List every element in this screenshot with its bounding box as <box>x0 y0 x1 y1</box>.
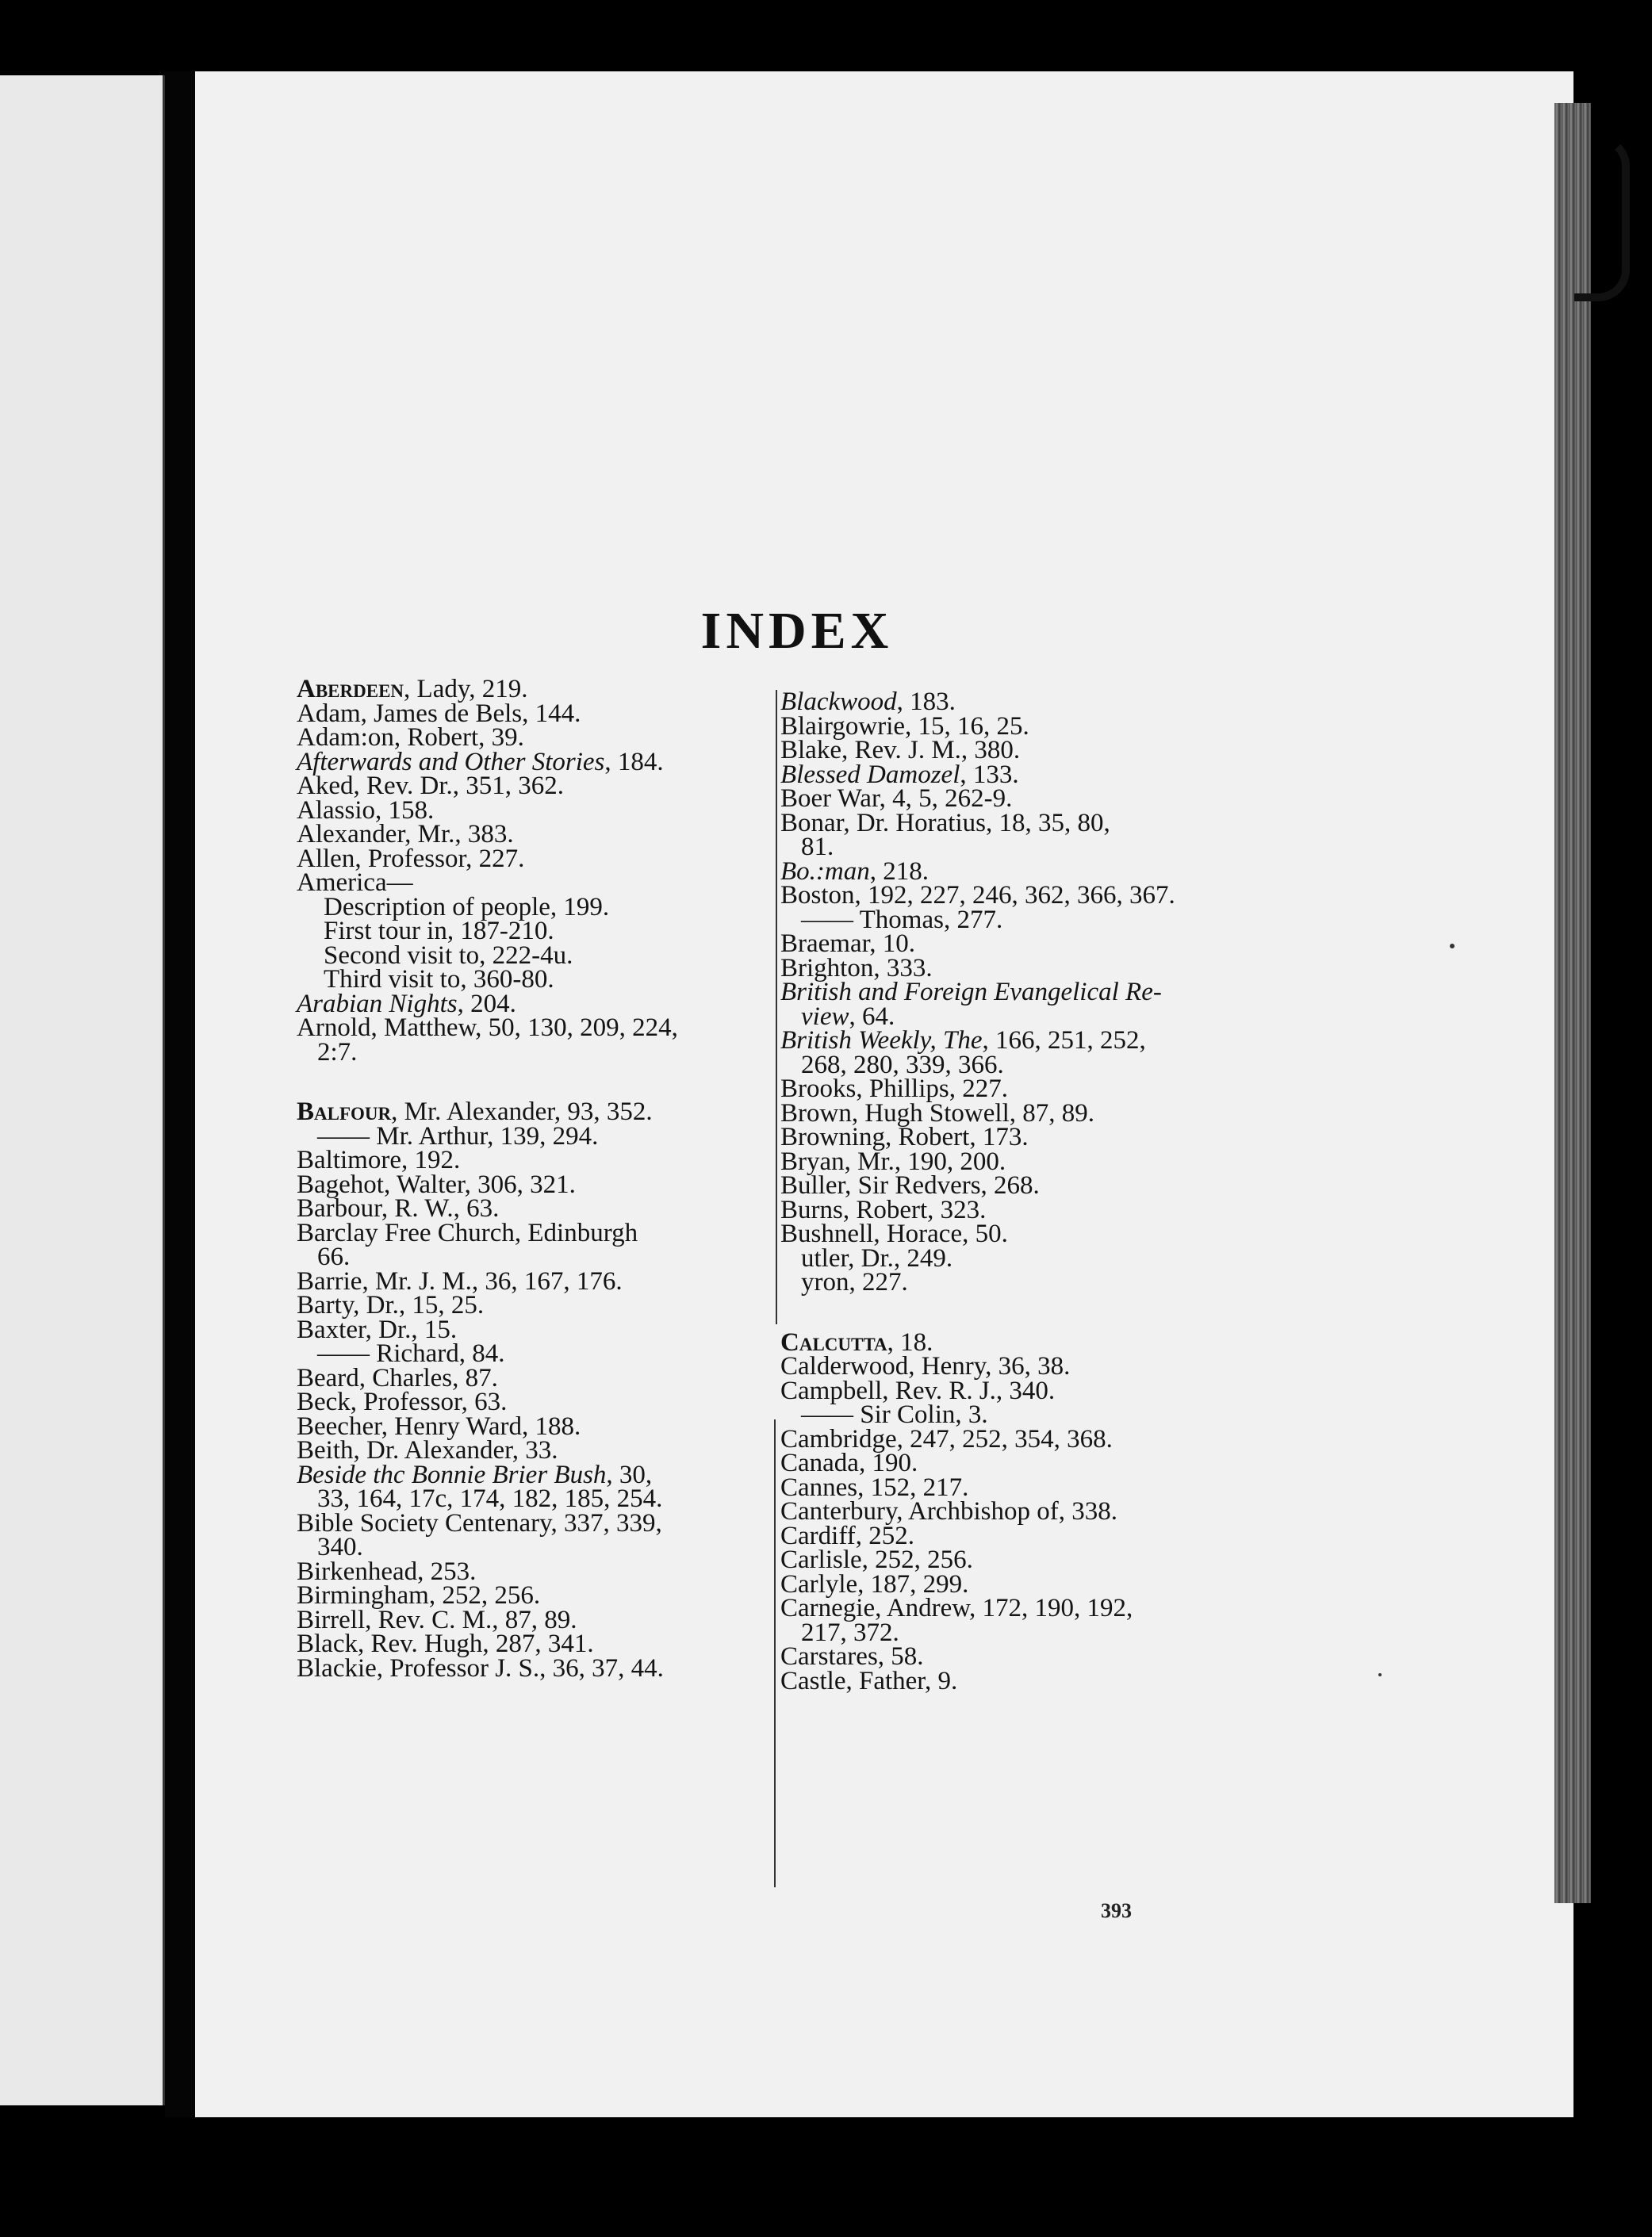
index-entry: Canterbury, Archbishop of, 338. <box>780 1497 1117 1526</box>
index-entry: Brighton, 333. <box>780 953 933 983</box>
index-entry: Boer War, 4, 5, 262-9. <box>780 784 1013 813</box>
index-entry: Carnegie, Andrew, 172, 190, 192, <box>780 1594 1133 1622</box>
entry-heading: British Weekly, The <box>780 1026 983 1055</box>
index-entry: Barbour, R. W., 63. <box>297 1194 500 1223</box>
index-entry <box>297 1460 772 1489</box>
index-entry: 33, 164, 17c, 174, 182, 185, 254. <box>317 1484 663 1513</box>
entry-pages: , Lady, 219. <box>404 675 528 703</box>
entry-pages: , 30, <box>606 1460 653 1489</box>
index-entry: Alexander, Mr., 383. <box>297 820 514 848</box>
entry-heading: Afterwards and Other Stories <box>297 747 605 776</box>
index-entry: Blackie, Professor J. S., 36, 37, 44. <box>297 1653 664 1683</box>
index-entry: Birkenhead, 253. <box>297 1557 477 1586</box>
index-entry: Barrie, Mr. J. M., 36, 167, 176. <box>297 1266 623 1296</box>
index-entry: Canada, 190. <box>780 1449 918 1477</box>
index-entry: 268, 280, 339, 366. <box>801 1050 1004 1079</box>
index-entry: Calderwood, Henry, 36, 38. <box>780 1352 1071 1381</box>
index-entry: Boston, 192, 227, 246, 362, 366, 367. <box>780 881 1175 910</box>
index-entry: Bible Society Centenary, 337, 339, <box>297 1508 662 1538</box>
index-entry: Burns, Robert, 323. <box>780 1195 987 1224</box>
entry-pages: , 166, 251, 252, <box>982 1026 1146 1055</box>
book-gutter <box>165 71 195 2117</box>
index-entry: Beith, Dr. Alexander, 33. <box>297 1436 558 1465</box>
section-gap <box>780 1295 1276 1331</box>
entry-heading: British and Foreign Evangelical Re- <box>780 978 1162 1006</box>
index-entry <box>780 1327 1276 1357</box>
index-entry: 340. <box>317 1533 363 1561</box>
entry-heading: Balfour <box>297 1097 392 1126</box>
index-column-right <box>780 690 1276 1693</box>
index-entry: Bagehot, Walter, 306, 321. <box>297 1170 576 1199</box>
entry-heading: Arabian Nights <box>297 989 458 1018</box>
index-entry <box>780 690 1276 714</box>
index-entry: Birrell, Rev. C. M., 87, 89. <box>297 1605 577 1634</box>
entry-pages: , 133. <box>960 760 1019 789</box>
index-entry: Cambridge, 247, 252, 354, 368. <box>780 1424 1113 1454</box>
index-entry <box>297 747 772 776</box>
index-entry: Barty, Dr., 15, 25. <box>297 1291 485 1320</box>
entry-pages: , 64. <box>849 1002 895 1031</box>
index-entry: 66. <box>317 1243 351 1271</box>
index-entry: Campbell, Rev. R. J., 340. <box>780 1376 1056 1405</box>
index-entry: 81. <box>801 833 834 861</box>
index-entry: 217, 372. <box>801 1618 899 1647</box>
index-entry: —— Richard, 84. <box>317 1339 505 1368</box>
index-entry: Second visit to, 222-4u. <box>324 940 573 970</box>
entry-pages: , 18. <box>887 1327 933 1357</box>
index-entry: Alassio, 158. <box>297 795 435 825</box>
index-entry: Blairgowrie, 15, 16, 25. <box>780 711 1029 741</box>
index-entry: Barclay Free Church, Edinburgh <box>297 1218 638 1247</box>
index-entry <box>780 760 1276 789</box>
index-entry: Black, Rev. Hugh, 287, 341. <box>297 1630 594 1658</box>
column-rule <box>776 690 777 1324</box>
entry-heading: Calcutta <box>780 1327 887 1357</box>
index-column-left <box>297 675 772 1683</box>
entry-heading: Aberdeen <box>297 675 404 703</box>
index-entry: Carlisle, 252, 256. <box>780 1546 973 1574</box>
index-entry: Cardiff, 252. <box>780 1521 914 1550</box>
index-entry <box>780 856 1276 886</box>
index-entry: Braemar, 10. <box>780 929 916 958</box>
index-entry: —— Sir Colin, 3. <box>801 1400 988 1429</box>
index-entry <box>780 1002 1276 1031</box>
index-entry: Browning, Robert, 173. <box>780 1123 1029 1151</box>
index-entry: Carlyle, 187, 299. <box>780 1569 969 1599</box>
column-rule <box>774 1419 776 1887</box>
index-entry: Birmingham, 252, 256. <box>297 1581 541 1610</box>
index-entry: —— Mr. Arthur, 139, 294. <box>317 1121 599 1151</box>
page-number: 393 <box>1101 1899 1132 1922</box>
index-entry: Buller, Sir Redvers, 268. <box>780 1171 1040 1200</box>
page-title: INDEX <box>700 602 894 660</box>
index-entry: First tour in, 187-210. <box>324 917 554 945</box>
index-entry <box>297 989 772 1018</box>
index-entry: Adam:on, Robert, 39. <box>297 723 524 752</box>
index-entry: Brooks, Phillips, 227. <box>780 1074 1008 1103</box>
entry-heading: Blessed Damozel <box>780 760 960 789</box>
index-entry: Baxter, Dr., 15. <box>297 1315 458 1344</box>
index-entry <box>780 1028 1276 1053</box>
entry-heading: Beside thc Bonnie Brier Bush <box>297 1460 607 1489</box>
index-entry <box>780 980 1276 1005</box>
section-gap <box>297 1064 772 1100</box>
entry-pages: , Mr. Alexander, 93, 352. <box>391 1097 653 1126</box>
index-entry: Castle, Father, 9. <box>780 1666 958 1695</box>
index-entry <box>297 1097 772 1126</box>
facing-page <box>0 75 165 2105</box>
index-entry: Beck, Professor, 63. <box>297 1388 508 1416</box>
entry-pages: , 218. <box>869 856 929 886</box>
index-entry: Carstares, 58. <box>780 1642 924 1671</box>
index-entry: utler, Dr., 249. <box>801 1243 953 1273</box>
index-entry: Beard, Charles, 87. <box>297 1363 498 1392</box>
index-entry: yron, 227. <box>801 1268 908 1297</box>
index-entry: —— Thomas, 277. <box>801 905 1003 934</box>
index-entry: Baltimore, 192. <box>297 1146 461 1174</box>
entry-pages: , 183. <box>896 688 956 716</box>
entry-heading: Blackwood <box>780 688 897 716</box>
index-entry: Adam, James de Bels, 144. <box>297 699 581 728</box>
index-entry <box>297 677 772 702</box>
speck <box>1378 1673 1382 1676</box>
index-entry: America— <box>297 868 413 897</box>
entry-pages: , 204. <box>457 989 516 1018</box>
page-edge-mark <box>1574 135 1630 301</box>
index-entry: Description of people, 199. <box>324 892 610 921</box>
index-entry: Blake, Rev. J. M., 380. <box>780 736 1021 764</box>
index-entry: Bushnell, Horace, 50. <box>780 1220 1008 1248</box>
index-entry: Bryan, Mr., 190, 200. <box>780 1147 1006 1176</box>
index-entry: Allen, Professor, 227. <box>297 844 525 873</box>
entry-heading: view <box>801 1002 849 1031</box>
index-entry: 2:7. <box>317 1037 358 1067</box>
entry-pages: , 184. <box>604 747 664 776</box>
page-edge <box>1554 103 1591 1903</box>
index-entry: Cannes, 152, 217. <box>780 1473 969 1502</box>
index-entry: Brown, Hugh Stowell, 87, 89. <box>780 1098 1094 1128</box>
entry-heading: Bo.:man <box>780 856 870 886</box>
index-entry: Arnold, Matthew, 50, 130, 209, 224, <box>297 1013 678 1042</box>
index-entry: Beecher, Henry Ward, 188. <box>297 1412 581 1441</box>
index-entry: Third visit to, 360-80. <box>324 965 554 994</box>
index-entry: Aked, Rev. Dr., 351, 362. <box>297 772 564 800</box>
index-entry: Bonar, Dr. Horatius, 18, 35, 80, <box>780 808 1110 837</box>
speck <box>1450 944 1455 948</box>
